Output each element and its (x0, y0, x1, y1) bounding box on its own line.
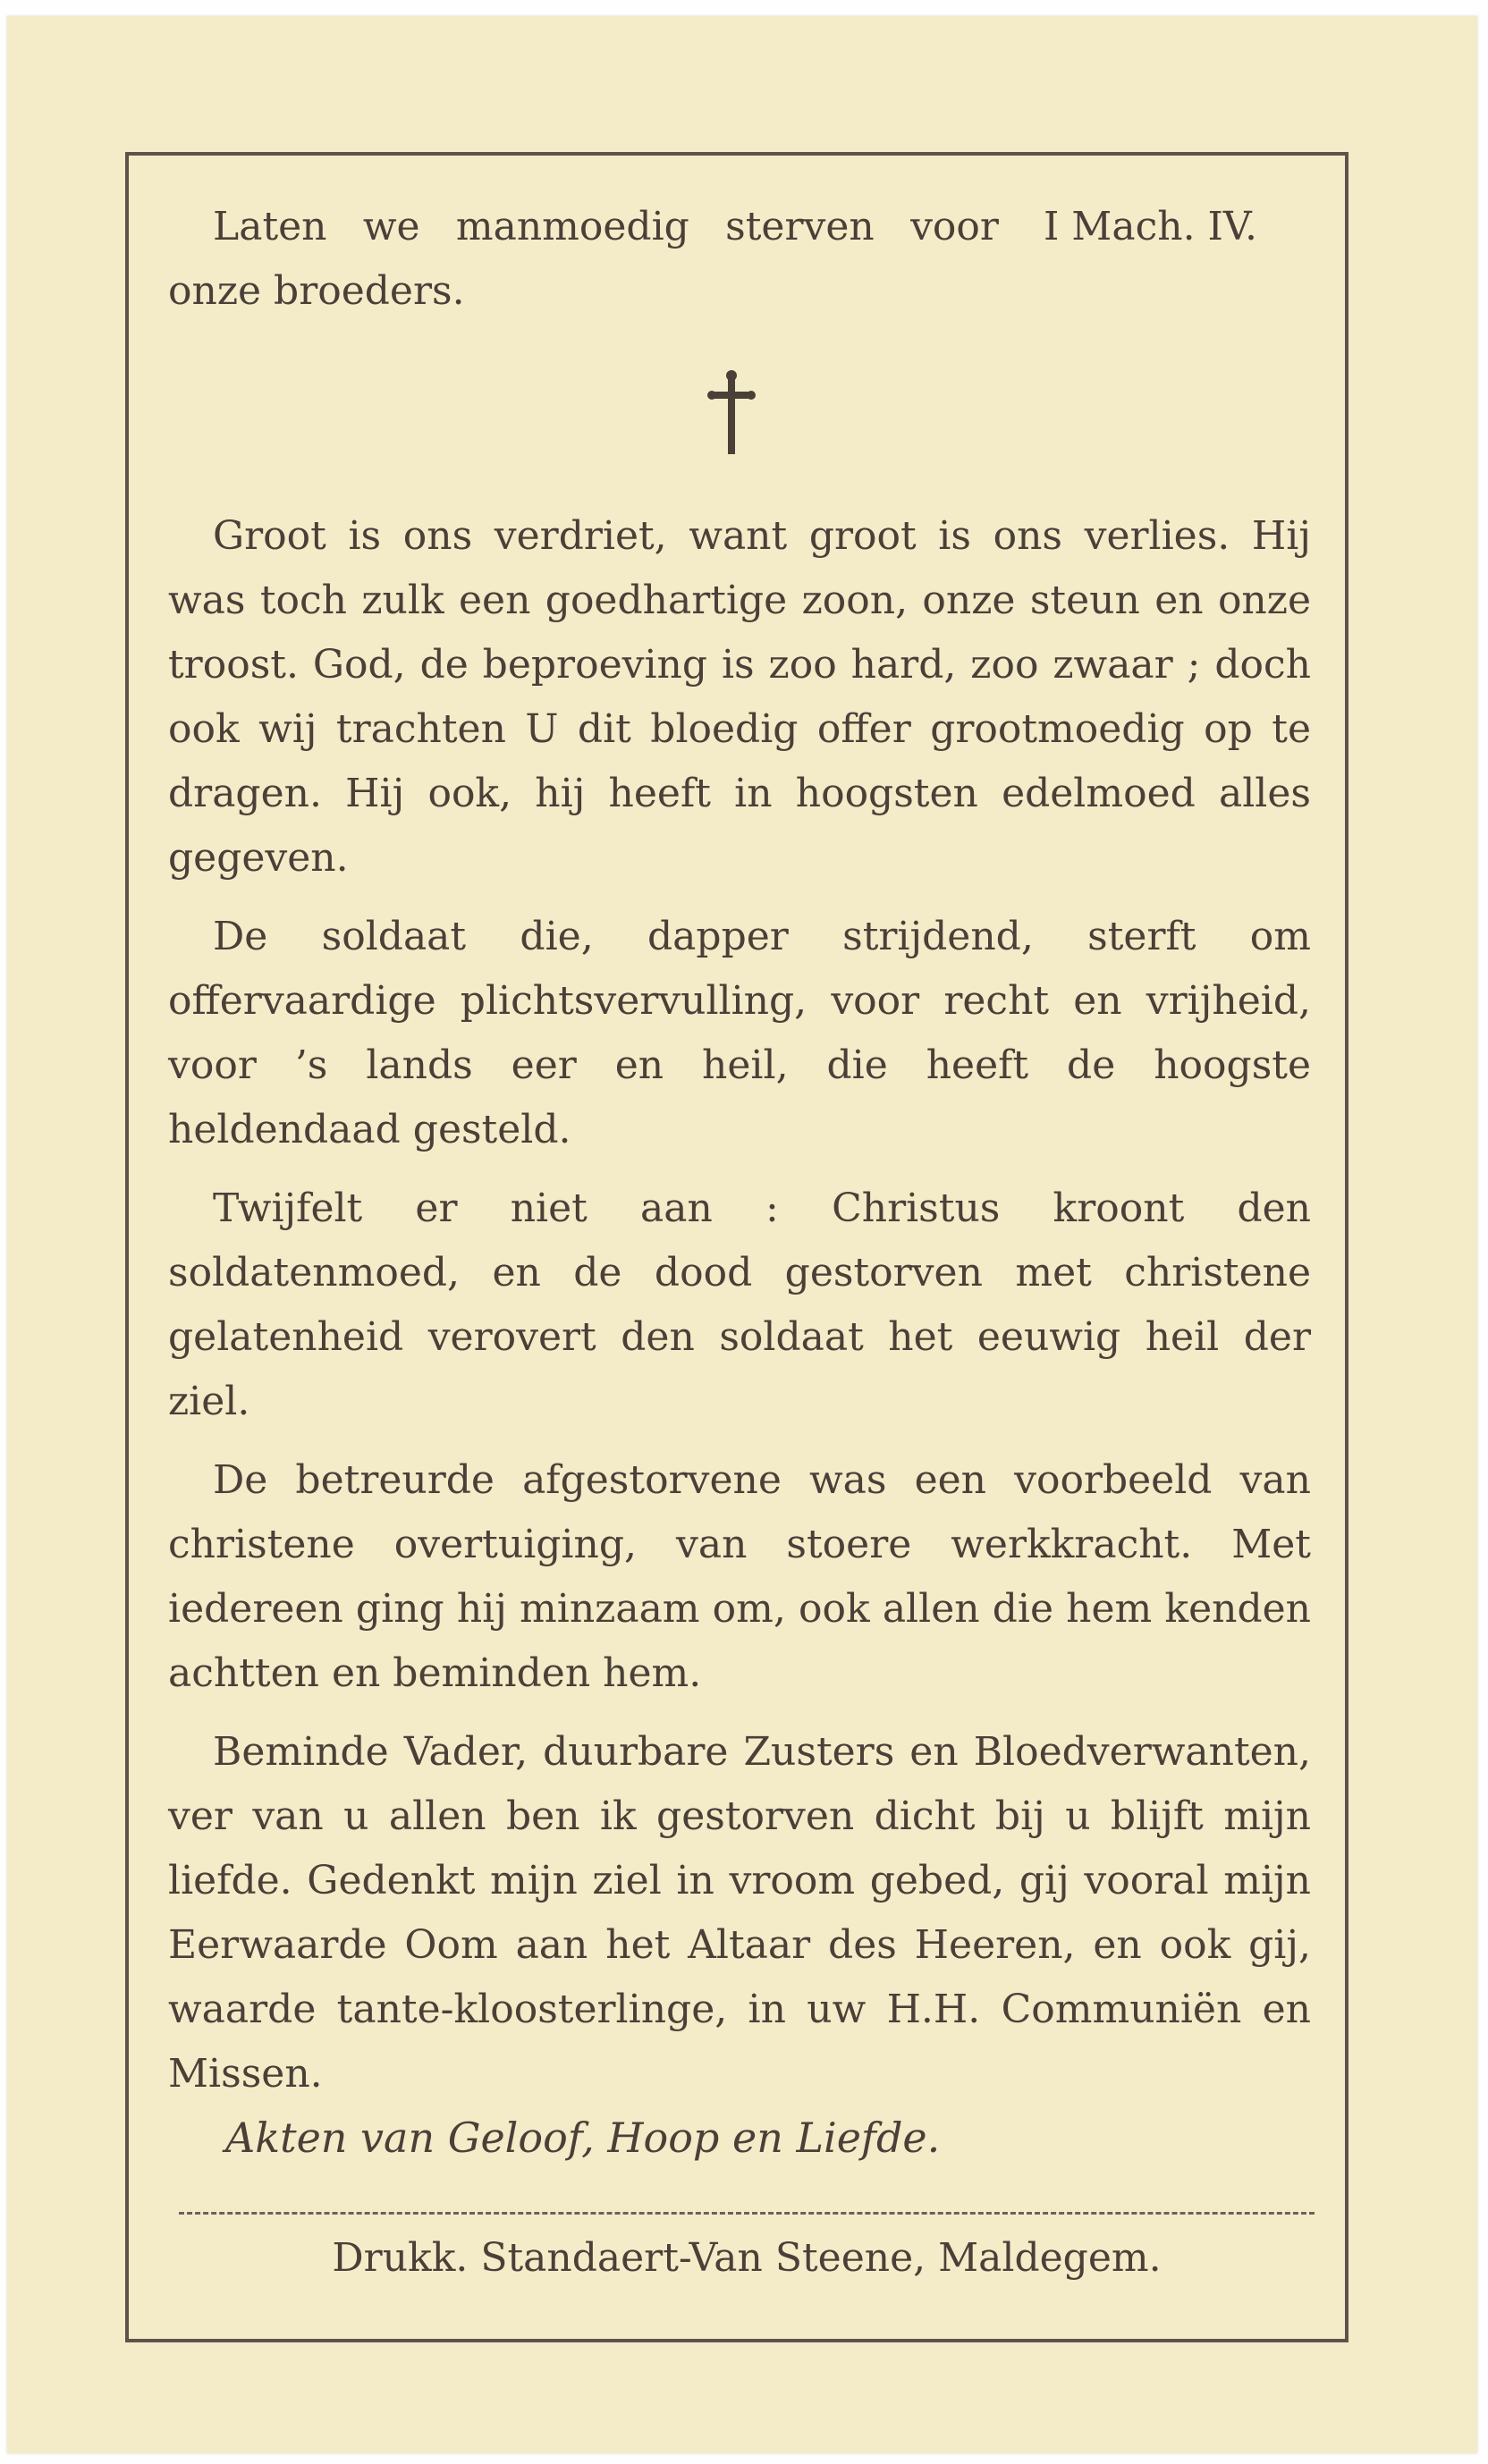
memorial-text (168, 504, 1311, 2121)
verse-text: Laten we manmoedig sterven voor onze broeders. (168, 204, 999, 314)
scripture-verse (168, 195, 1311, 324)
printer-imprint: Drukk. Standaert-Van Steene, Maldegem. (332, 2235, 1162, 2281)
paragraph: Beminde Vader, duurbare Zusters en Bloedverwanten, ver van u allen ben ik gestorven dicht bij u blijft mijn liefde. Gedenkt mijn ziel in vroom gebed, gij vooral mijn Eerwaarde Oom aan het Altaar des Heeren, en ook gij, waarde tante-kloosterlinge, in uw H.H. Communiën en Missen. (168, 1729, 1311, 2097)
dotted-divider (179, 2212, 1315, 2215)
paragraph: Groot is ons verdriet, want groot is ons verlies. Hij was toch zulk een goedhartige zoon, onze steun en onze troost. God, de beproeving is zoo hard, zoo zwaar ; doch ook wij trachten U dit bloedig offer grootmoedig op te dragen. Hij ook, hij heeft in hoogsten edelmoed alles gegeven. (168, 513, 1311, 881)
verse-reference: I Mach. IV. (1043, 204, 1257, 249)
closing-prayer-line: Akten van Geloof, Hoop en Liefde. (225, 2114, 941, 2162)
paragraph: Twijfelt er niet aan : Christus kroont den soldatenmoed, en de dood gestorven met christene gelatenheid verovert den soldaat het eeuwig heil der ziel. (168, 1186, 1311, 1424)
paragraph: De betreurde afgestorvene was een voorbeeld van christene overtuiging, van stoere werkkracht. Met iedereen ging hij minzaam om, ook allen die hem kenden achtten en beminden hem. (168, 1457, 1311, 1696)
paragraph: De soldaat die, dapper strijdend, sterft om offervaardige plichtsvervulling, voor recht en vrijheid, voor ’s lands eer en heil, die heeft de hoogste heldendaad gesteld. (168, 914, 1311, 1152)
latin-cross-icon (706, 368, 757, 454)
